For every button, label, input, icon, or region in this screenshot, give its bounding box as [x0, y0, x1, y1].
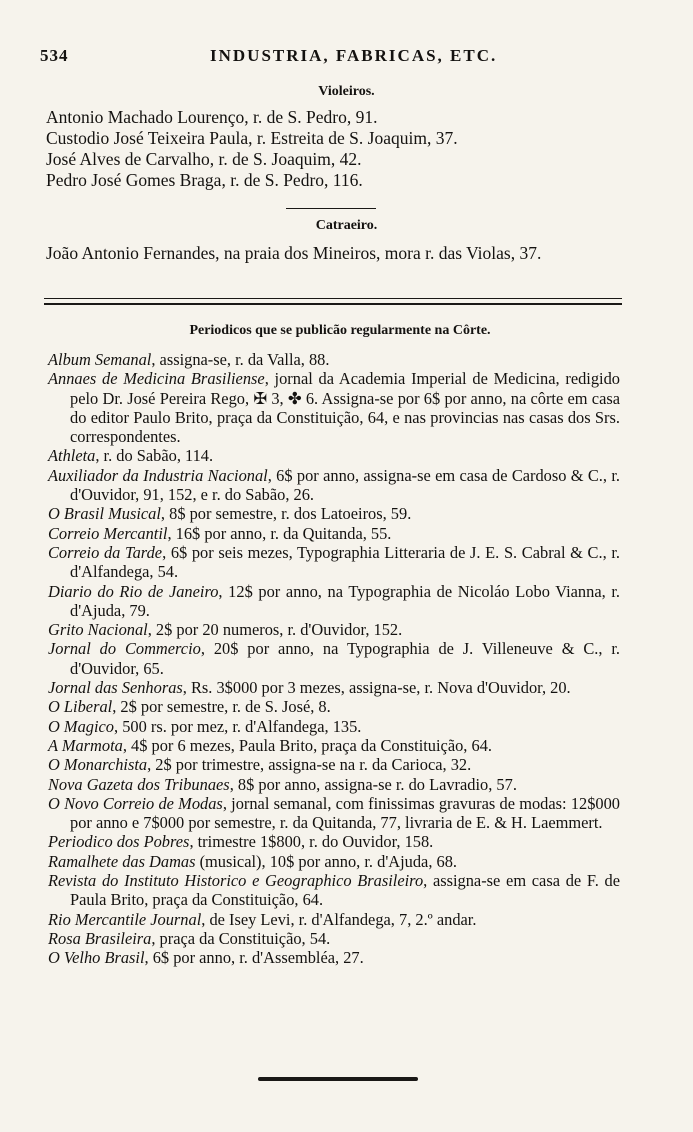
periodical-details: , jornal semanal, com finissimas gravuras de modas: 12$000 por anno e 7$000 por semestre, r. da Quitanda, 77, livraria de E. & H. Laemmert. — [70, 793, 621, 833]
periodical-entry — [48, 369, 620, 446]
periodical-title: Auxiliador da Industria Nacional — [48, 465, 268, 485]
periodical-entry — [48, 466, 620, 505]
periodical-title: O Brasil Musical — [48, 504, 161, 524]
periodical-title: O Magico — [48, 716, 115, 736]
periodical-details: , 4$ por 6 mezes, Paula Brito, praça da Constituição, 64. — [122, 735, 492, 755]
periodical-details: , 8$ por anno, assigna-se r. do Lavradio, 57. — [229, 774, 517, 794]
periodical-entry — [48, 910, 620, 929]
periodical-entry — [48, 350, 620, 369]
section-title-catraeiro: Catraeiro. — [315, 218, 378, 233]
violeiro-entry: Antonio Machado Lourenço, r. de S. Pedro, 91. — [46, 107, 378, 127]
periodical-details: , assigna-se, r. da Valla, 88. — [151, 350, 330, 369]
periodical-entry — [48, 678, 620, 697]
periodical-title: Revista do Instituto Historico e Geographico Brasileiro — [48, 871, 424, 891]
periodical-details: (musical), 10$ por anno, r. d'Ajuda, 68. — [195, 851, 458, 871]
violeiro-entry: José Alves de Carvalho, r. de S. Joaquim, 42. — [46, 149, 362, 169]
periodical-details: , Rs. 3$000 por 3 mezes, assigna-se, r. Nova d'Ouvidor, 20. — [182, 678, 571, 698]
periodical-details: , 16$ por anno, r. da Quitanda, 55. — [167, 523, 392, 543]
periodical-entry — [48, 871, 620, 910]
periodical-title: O Novo Correio de Modas — [48, 793, 223, 813]
periodical-title: Athleta — [48, 446, 96, 466]
catraeiro-entry: João Antonio Fernandes, na praia dos Mineiros, mora r. das Violas, 37. — [46, 243, 542, 263]
periodical-details: , 20$ por anno, na Typographia de J. Villeneuve & C., r. d'Ouvidor, 65. — [70, 639, 620, 678]
periodical-title: Rosa Brasileira — [48, 928, 152, 948]
short-divider — [286, 208, 376, 209]
periodical-details: , assigna-se em casa de F. de Paula Brito, praça da Constituição, 64. — [70, 871, 620, 910]
periodical-entry — [48, 524, 620, 543]
page-number: 534 — [40, 46, 69, 65]
periodical-entry — [48, 446, 620, 465]
periodical-entry — [48, 639, 620, 678]
periodical-title: O Monarchista — [48, 755, 148, 775]
periodical-details: , 12$ por anno, na Typographia de Nicoláo Lobo Vianna, r. d'Ajuda, 79. — [70, 581, 620, 620]
section-title-periodicos: Periodicos que se publicão regularmente na Côrte. — [189, 323, 491, 338]
periodical-entry — [48, 697, 620, 716]
periodical-title: Correio Mercantil — [48, 523, 168, 543]
violeiro-entry: Pedro José Gomes Braga, r. de S. Pedro, 116. — [46, 170, 363, 190]
periodical-entry — [48, 794, 620, 833]
periodical-entry — [48, 948, 620, 967]
periodical-entry — [48, 929, 620, 948]
periodical-title: O Liberal — [48, 697, 113, 717]
periodical-entry — [48, 736, 620, 755]
double-rule-bottom — [44, 303, 622, 305]
periodical-title: Grito Nacional — [48, 620, 148, 640]
periodical-details: , praça da Constituição, 54. — [151, 928, 331, 948]
periodical-entry — [48, 620, 620, 639]
end-ornament — [258, 1077, 418, 1081]
periodical-title: Ramalhete das Damas — [48, 851, 196, 871]
page-header — [40, 46, 660, 68]
periodical-details: , jornal da Academia Imperial de Medicina, redigido pelo Dr. José Pereira Rego, ✠ 3, ✤ 6. Assigna-se por 6$ por anno, na côrte em casa do editor Paulo Brito, praça da Constituição, 64, e nas provincias nas casas dos Srs. correspondentes. — [70, 369, 620, 447]
periodical-entry — [48, 543, 620, 582]
periodical-entry — [48, 755, 620, 774]
periodical-title: Rio Mercantile Journal — [48, 909, 202, 929]
periodical-details: , 8$ por semestre, r. dos Latoeiros, 59. — [160, 504, 412, 524]
periodical-details: , trimestre 1$800, r. do Ouvidor, 158. — [189, 832, 434, 852]
periodical-title: Nova Gazeta dos Tribunaes — [48, 774, 230, 794]
periodical-details: , 6$ por anno, assigna-se em casa de Cardoso & C., r. d'Ouvidor, 91, 152, e r. do Sabão, 26. — [70, 465, 620, 505]
periodical-title: A Marmota — [48, 735, 123, 755]
periodical-title: Diario do Rio de Janeiro — [48, 581, 219, 601]
periodical-title: Jornal do Commercio — [48, 639, 201, 659]
periodical-details: , 500 rs. por mez, r. d'Alfandega, 135. — [114, 716, 362, 736]
violeiro-entry: Custodio José Teixeira Paula, r. Estreita de S. Joaquim, 37. — [46, 128, 458, 148]
periodical-entry — [48, 504, 620, 523]
periodical-entry — [48, 832, 620, 851]
periodical-title: Album Semanal — [48, 350, 152, 369]
periodical-entry — [48, 582, 620, 621]
periodical-details: , 2$ por semestre, r. de S. José, 8. — [112, 697, 331, 717]
periodical-title: Periodico dos Pobres — [48, 832, 190, 852]
periodical-entry — [48, 717, 620, 736]
section-title-violeiros: Violeiros. — [318, 84, 375, 99]
double-rule-top — [44, 298, 622, 299]
periodical-details: , 6$ por seis mezes, Typographia Litteraria de J. E. S. Cabral & C., r. d'Alfandega, 54. — [70, 542, 620, 582]
periodical-title: O Velho Brasil — [48, 948, 145, 968]
periodical-details: , 2$ por 20 numeros, r. d'Ouvidor, 152. — [147, 620, 403, 640]
periodical-details: , r. do Sabão, 114. — [95, 446, 214, 466]
running-head: INDUSTRIA, FABRICAS, ETC. — [210, 46, 498, 65]
periodical-title: Annaes de Medicina Brasiliense — [48, 369, 265, 389]
periodical-title: Jornal das Senhoras — [48, 678, 183, 698]
periodical-title: Correio da Tarde — [48, 542, 163, 562]
periodical-details: , 6$ por anno, r. d'Assembléa, 27. — [144, 948, 364, 968]
periodical-entry — [48, 775, 620, 794]
periodical-details: , 2$ por trimestre, assigna-se na r. da Carioca, 32. — [147, 755, 472, 775]
periodical-details: , de Isey Levi, r. d'Alfandega, 7, 2.º andar. — [201, 909, 477, 929]
periodical-entry — [48, 852, 620, 871]
periodicals-list — [48, 350, 620, 968]
